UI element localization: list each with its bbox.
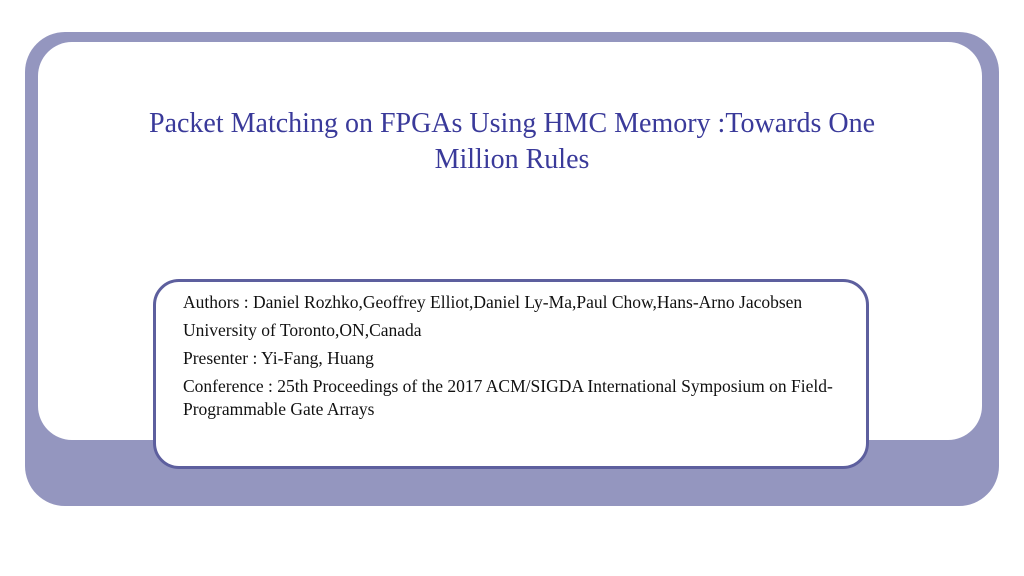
slide-title: Packet Matching on FPGAs Using HMC Memory :Towards One Million Rules — [149, 108, 875, 175]
conference-line: Conference : 25th Proceedings of the 2017 ACM/SIGDA International Symposium on Field-Programmable Gate Arrays — [183, 376, 833, 419]
presenter-line: Presenter : Yi-Fang, Huang — [183, 348, 374, 368]
info-box — [153, 279, 869, 469]
authors-line: Authors : Daniel Rozhko,Geoffrey Elliot,Daniel Ly-Ma,Paul Chow,Hans-Arno Jacobsen — [183, 292, 803, 312]
affiliation-line: University of Toronto,ON,Canada — [183, 320, 422, 340]
